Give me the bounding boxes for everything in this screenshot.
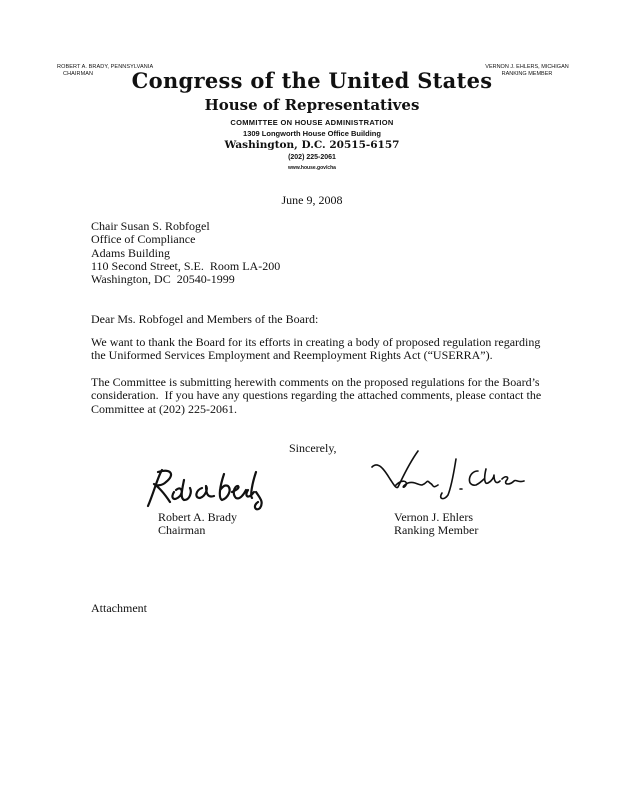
city-line: Washington, D.C. 20515-6157: [224, 139, 400, 151]
committee-name: COMMITTEE ON HOUSE ADMINISTRATION: [230, 118, 394, 127]
attachment-note: Attachment: [91, 601, 147, 615]
left-member-title: CHAIRMAN: [63, 71, 94, 77]
building-address: 1309 Longworth House Office Building: [243, 129, 381, 138]
letter-date: June 9, 2008: [281, 193, 343, 207]
left-member-name: ROBERT A. BRADY, PENNSYLVANIA: [57, 64, 154, 70]
signer-name: Vernon J. Ehlers: [394, 510, 473, 524]
recipient-line: Washington, DC 20540-1999: [91, 272, 235, 287]
paragraph-line: Committee at (202) 225-2061.: [91, 401, 237, 416]
signer-ehlers: [394, 511, 478, 538]
signer-name: Robert A. Brady: [158, 510, 237, 524]
closing: Sincerely,: [289, 441, 337, 455]
recipient-line: Office of Compliance: [91, 232, 196, 247]
recipient-line: 110 Second Street, S.E. Room LA-200: [91, 258, 281, 273]
body-paragraph-2: [91, 375, 542, 416]
right-member-title: RANKING MEMBER: [501, 71, 553, 77]
signature-brady: [140, 462, 275, 512]
phone-number: (202) 225-2061: [288, 154, 336, 161]
body-paragraph-1: [91, 335, 541, 363]
right-member-name: VERNON J. EHLERS, MICHIGAN: [485, 64, 569, 70]
signer-title: Ranking Member: [394, 523, 479, 538]
signer-brady: [158, 511, 237, 538]
website: www.house.gov/cha: [288, 165, 336, 171]
salutation: Dear Ms. Robfogel and Members of the Board:: [91, 312, 319, 326]
paragraph-line: The Committee is submitting herewith comments on the proposed regulations for the Board’s: [91, 375, 540, 389]
paragraph-line: the Uniformed Services Employment and Reemployment Rights Act (“USERRA”).: [91, 348, 493, 363]
congress-heading: Congress of the United States: [131, 68, 493, 93]
paragraph-line: We want to thank the Board for its efforts in creating a body of proposed regulation regarding: [91, 335, 541, 349]
recipient-line: Chair Susan S. Robfogel: [91, 219, 210, 233]
signer-title: Chairman: [158, 523, 206, 538]
recipient-line: Adams Building: [91, 245, 171, 260]
recipient-address: [91, 220, 280, 286]
paragraph-line: consideration. If you have any questions regarding the attached comments, please contact the: [91, 388, 542, 403]
signature-ehlers: [368, 445, 528, 505]
house-heading: House of Representatives: [204, 96, 420, 114]
